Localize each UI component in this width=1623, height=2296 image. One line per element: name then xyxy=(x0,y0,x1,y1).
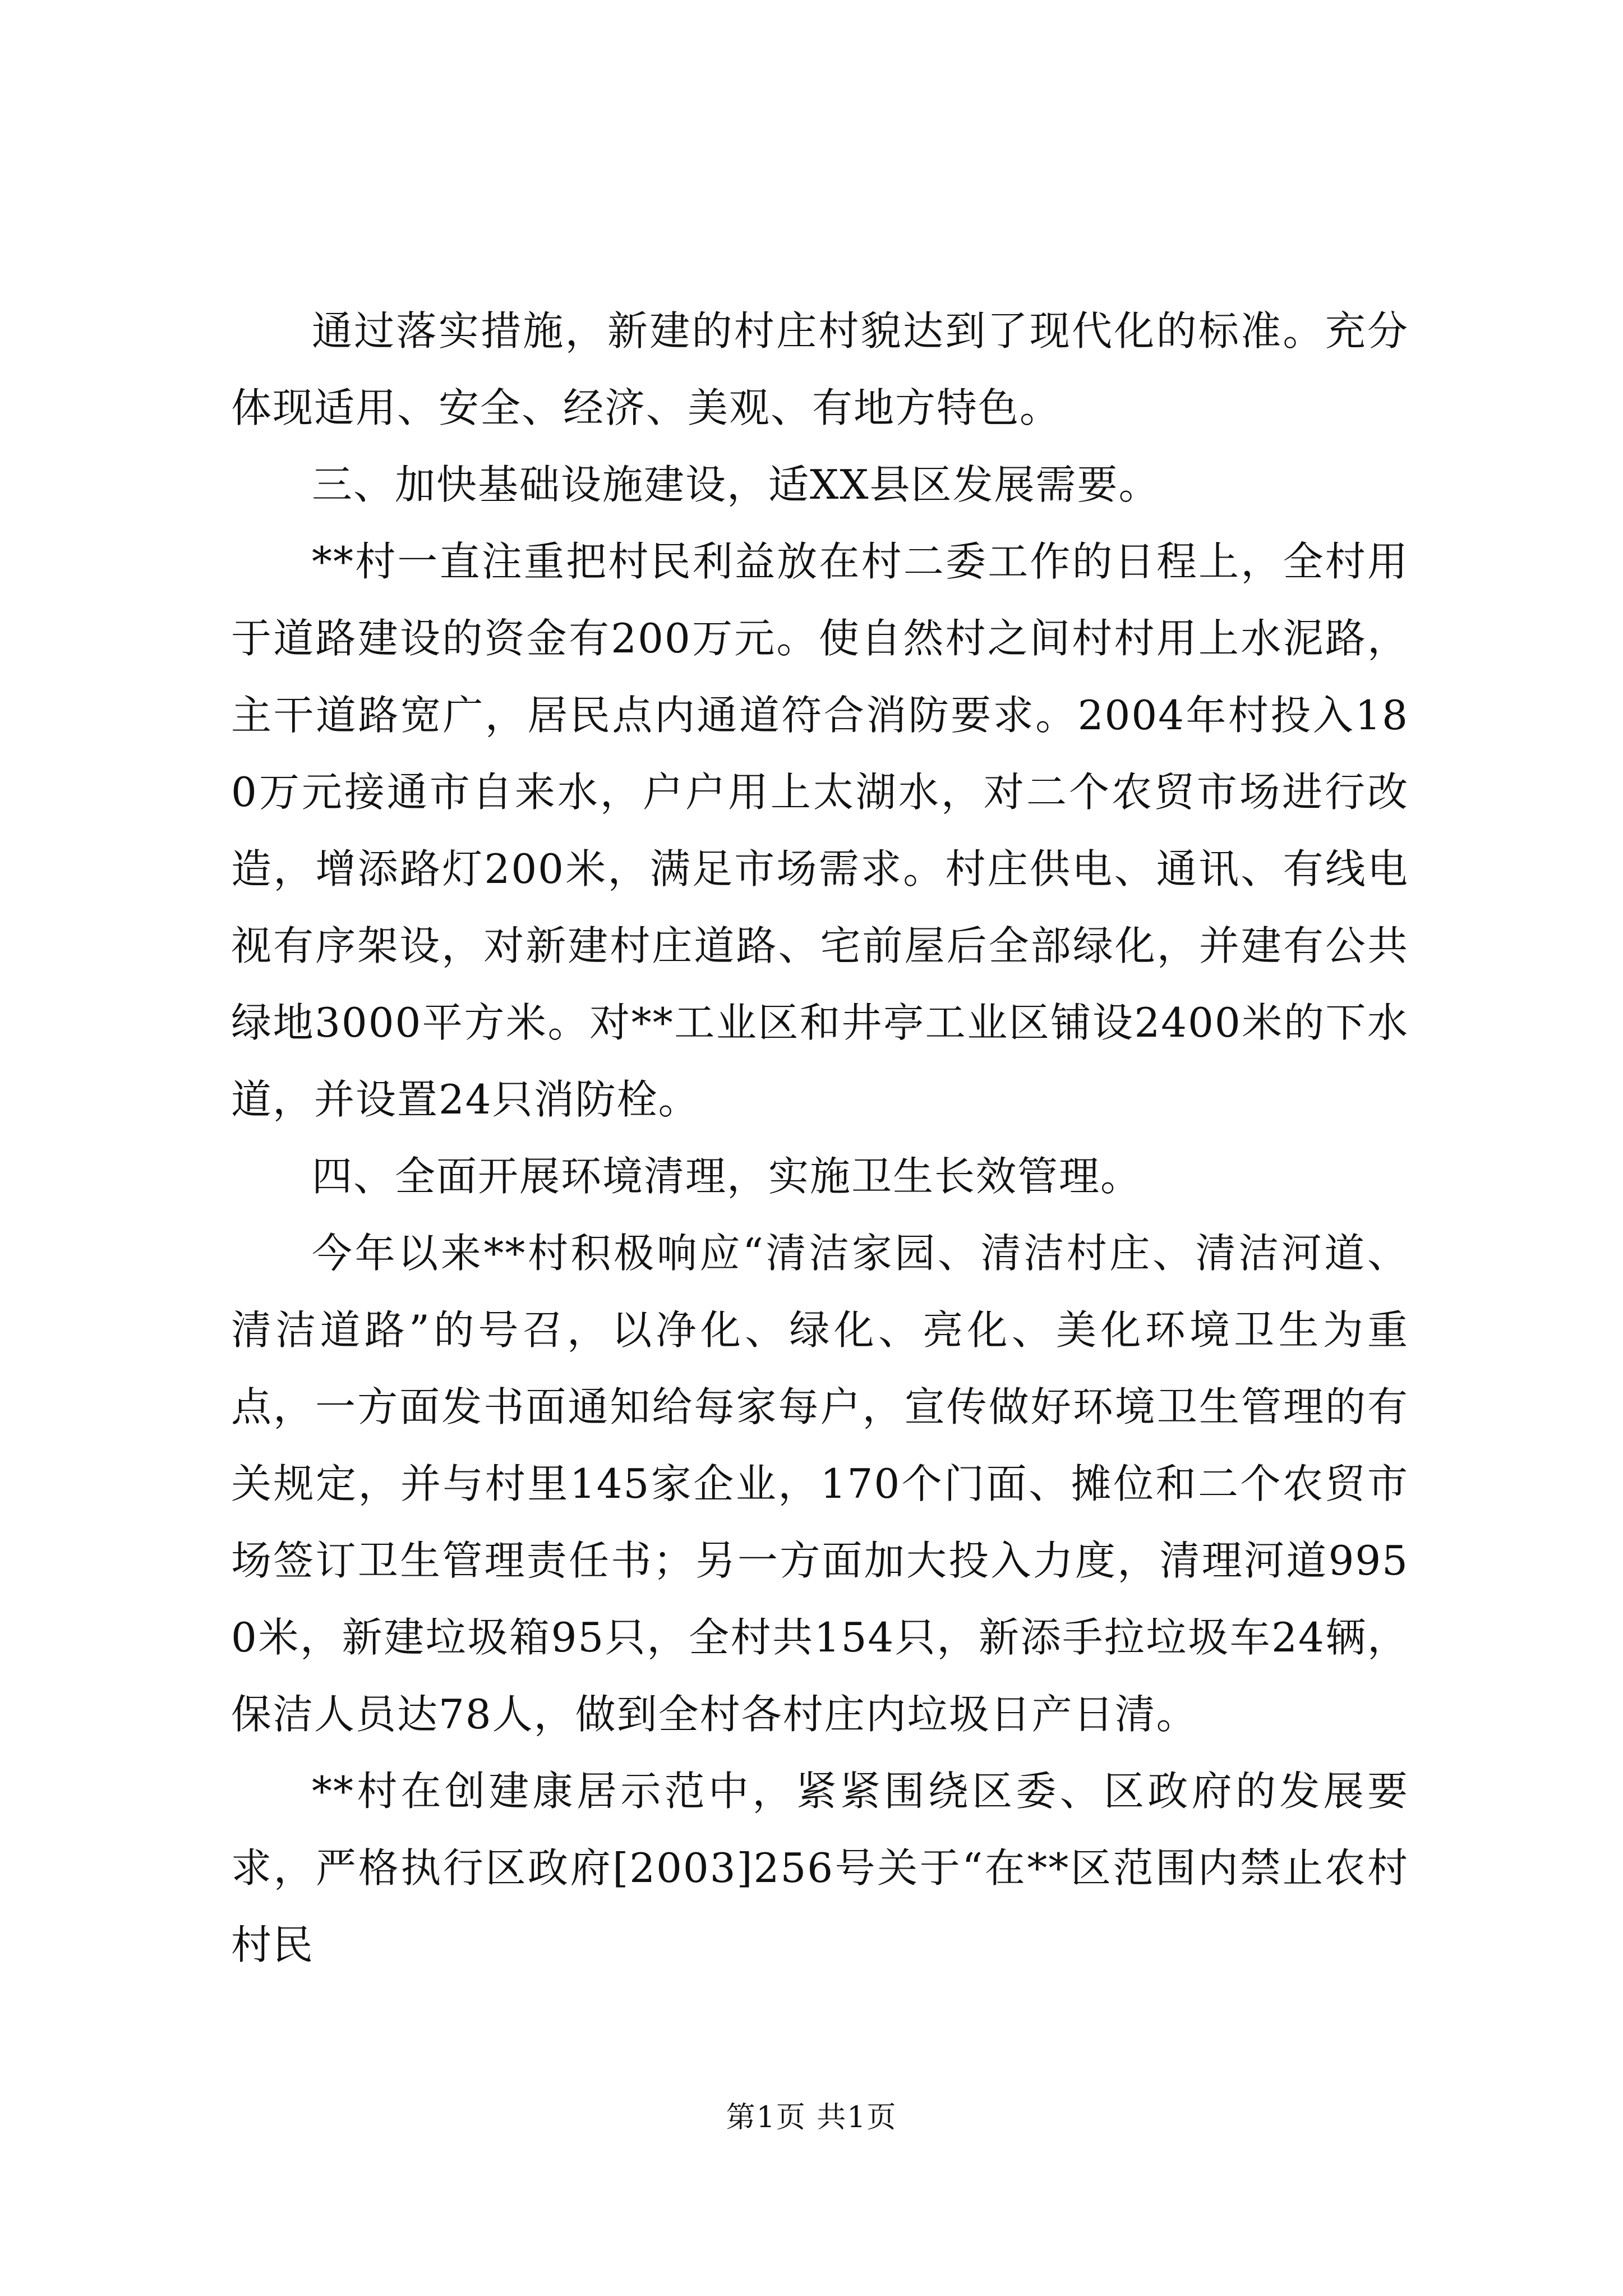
section-heading-4: 四、全面开展环境清理，实施卫生长效管理。 xyxy=(312,1153,1142,1200)
paragraph-infrastructure: **村一直注重把村民利益放在村二委工作的日程上，全村用于道路建设的资金有200万元。使自然村之间村村用上水泥路，主干道路宽广，居民点内通道符合消防要求。2004年村投入180万元接通市自来水，户户用上太湖水，对二个农贸市场进行改造，增添路灯200米，满足市场需求。村庄供电、通讯、有线电视有序架设，对新建村庄道路、宅前屋后全部绿化，并建有公共绿地3000平方米。对**工业区和井亭工业区铺设2400米的下水道，并设置24只消防栓。 xyxy=(231,538,1409,1123)
section-heading-3: 三、加快基础设施建设，适XX县区发展需要。 xyxy=(312,461,1160,508)
document-body xyxy=(231,293,1409,1984)
page-footer: 第1页 共1页 xyxy=(726,2101,897,2134)
paragraph-1: 通过落实措施，新建的村庄村貌达到了现代化的标准。充分体现适用、安全、经济、美观、有地方特色。 xyxy=(231,307,1409,431)
paragraph-environment: 今年以来**村积极响应“清洁家园、清洁村庄、清洁河道、清洁道路”的号召，以净化、绿化、亮化、美化环境卫生为重点，一方面发书面通知给每家每户，宣传做好环境卫生管理的有关规定，并与村里145家企业，170个门面、摊位和二个农贸市场签订卫生管理责任书；另一方面加大投入力度，清理河道9950米，新建垃圾箱95只，全村共154只，新添手拉垃圾车24辆，保洁人员达78人，做到全村各村庄内垃圾日产日清。 xyxy=(231,1230,1409,1738)
paragraph-demonstration: **村在创建康居示范中，紧紧围绕区委、区政府的发展要求，严格执行区政府[2003]256号关于“在**区范围内禁止农村村民 xyxy=(231,1768,1409,1968)
